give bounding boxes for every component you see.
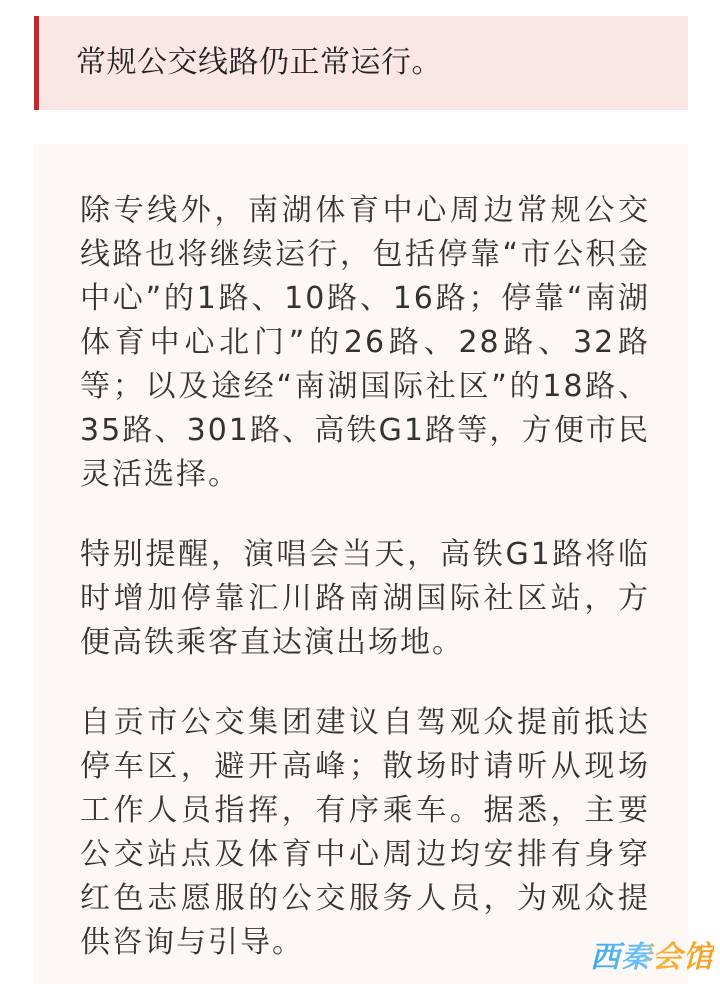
paragraph-travel-advice: 自贡市公交集团建议自驾观众提前抵达停车区，避开高峰；散场时请听从现场工作人员指挥，有序乘车。据悉，主要公交站点及体育中心周边均安排有身穿红色志愿服的公交服务人员，为观众提供咨询与引导。 xyxy=(80,705,650,960)
article-body-card xyxy=(34,144,688,984)
watermark-logo: 西秦会馆 xyxy=(590,932,714,976)
paragraph-special-reminder: 特别提醒，演唱会当天，高铁G1路将临时增加停靠汇川路南湖国际社区站，方便高铁乘客直达演出场地。 xyxy=(80,537,650,660)
highlight-callout xyxy=(34,16,688,110)
callout-accent-bar xyxy=(34,16,39,110)
callout-text: 常规公交线路仍正常运行。 xyxy=(76,45,442,80)
paragraph-bus-routes: 除专线外，南湖体育中心周边常规公交线路也将继续运行，包括停靠“市公积金中心”的1路、10路、16路；停靠“南湖体育中心北门”的26路、28路、32路等；以及途经“南湖国际社区”的18路、35路、301路、高铁G1路等，方便市民灵活选择。 xyxy=(80,193,650,492)
